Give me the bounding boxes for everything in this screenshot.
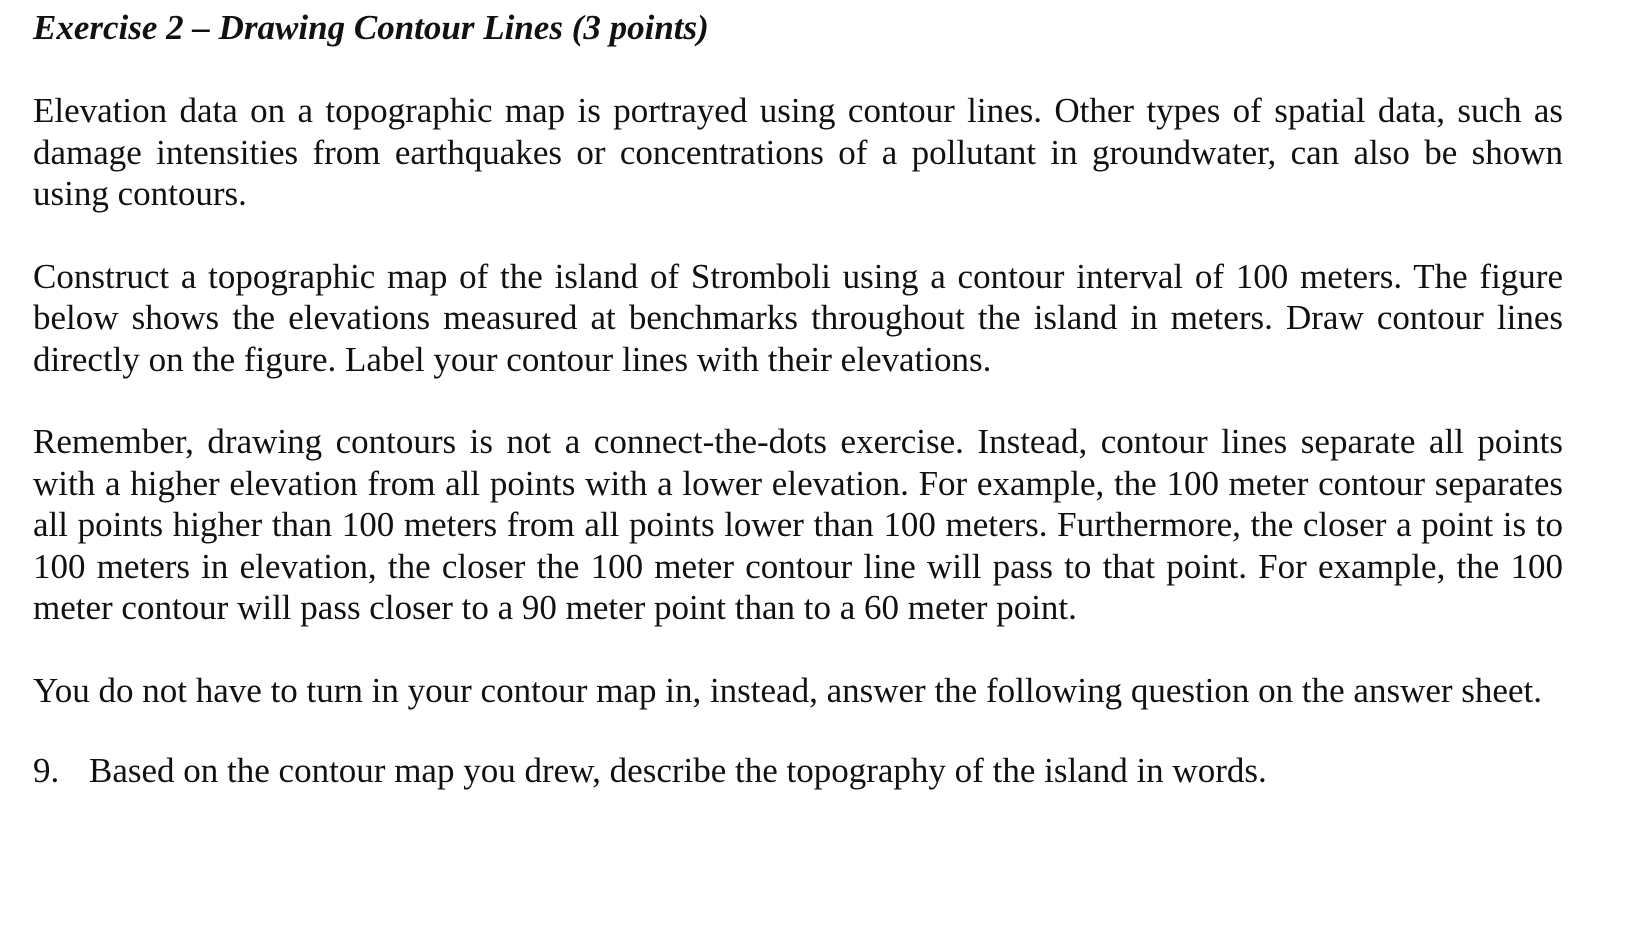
reminder-paragraph: Remember, drawing contours is not a connect-the-dots exercise. Instead, contour lines separate all points with a higher elevation from all points with a lower elevation. For example, the 100 meter contour separates all points higher than 100 meters from all points lower than 100 meters. Furthermore, the closer a point is to 100 meters in elevation, the closer the 100 meter contour line will pass to that point. For example, the 100 meter contour will pass closer to a 90 meter point than to a 60 meter point. (33, 422, 1563, 627)
document-page (33, 6, 1563, 792)
exercise-heading: Exercise 2 – Drawing Contour Lines (3 points) (33, 8, 709, 47)
question-text: Based on the contour map you drew, describe the topography of the island in words. (89, 751, 1267, 790)
instructions-paragraph: Construct a topographic map of the island of Stromboli using a contour interval of 100 meters. The figure below shows the elevations measured at benchmarks throughout the island in meters. Draw contour lines directly on the figure. Label your contour lines with their elevations. (33, 256, 1563, 379)
question-number: 9. (33, 751, 60, 790)
intro-paragraph: Elevation data on a topographic map is portrayed using contour lines. Other types of spatial data, such as damage intensities from earthquakes or concentrations of a pollutant in groundwater, can also be shown using contours. (33, 91, 1563, 213)
question-item (33, 750, 1563, 792)
submission-paragraph: You do not have to turn in your contour map in, instead, answer the following question on the answer sheet. (33, 670, 1542, 710)
